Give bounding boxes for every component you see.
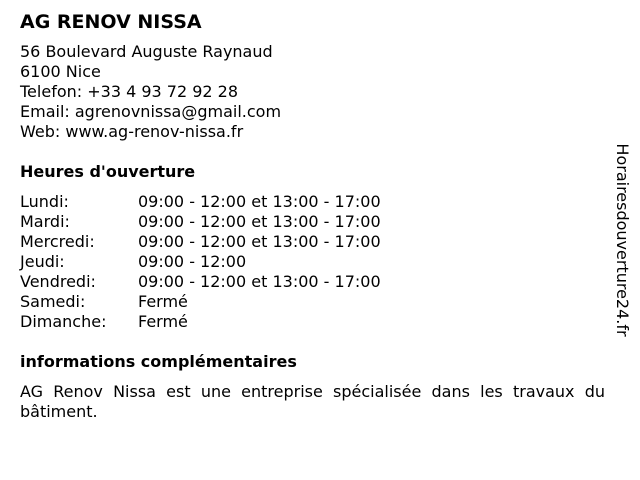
info-description: AG Renov Nissa est une entreprise spécialisée dans les travaux du bâtiment.: [20, 382, 605, 421]
hours-row: [20, 192, 605, 212]
address-street: 56 Boulevard Auguste Raynaud: [20, 42, 273, 61]
hours-day: Lundi:: [20, 192, 69, 211]
hours-time: Fermé: [138, 292, 188, 311]
business-card: [20, 10, 605, 422]
phone-text: Telefon: +33 4 93 72 92 28: [20, 82, 239, 101]
business-name: AG RENOV NISSA: [20, 11, 202, 33]
hours-day: Vendredi:: [20, 272, 96, 291]
hours-row: [20, 212, 605, 232]
hours-time: Fermé: [138, 312, 188, 331]
hours-day: Dimanche:: [20, 312, 107, 331]
hours-time: 09:00 - 12:00: [138, 252, 247, 271]
hours-time: 09:00 - 12:00 et 13:00 - 17:00: [138, 272, 381, 291]
hours-row: [20, 272, 605, 292]
info-heading: informations complémentaires: [20, 352, 297, 371]
hours-row: [20, 252, 605, 272]
web-text: Web: www.ag-renov-nissa.fr: [20, 122, 244, 141]
hours-day: Samedi:: [20, 292, 86, 311]
site-watermark: Horairesdouverture24.fr: [613, 143, 632, 337]
hours-heading: Heures d'ouverture: [20, 162, 196, 181]
hours-row: [20, 312, 605, 332]
email-text: Email: agrenovnissa@gmail.com: [20, 102, 282, 121]
opening-hours-list: [20, 192, 605, 332]
hours-row: [20, 232, 605, 252]
hours-day: Jeudi:: [20, 252, 65, 271]
hours-time: 09:00 - 12:00 et 13:00 - 17:00: [138, 212, 381, 231]
hours-day: Mardi:: [20, 212, 70, 231]
hours-time: 09:00 - 12:00 et 13:00 - 17:00: [138, 232, 381, 251]
address-city: 6100 Nice: [20, 62, 101, 81]
hours-time: 09:00 - 12:00 et 13:00 - 17:00: [138, 192, 381, 211]
hours-day: Mercredi:: [20, 232, 95, 251]
hours-row: [20, 292, 605, 312]
